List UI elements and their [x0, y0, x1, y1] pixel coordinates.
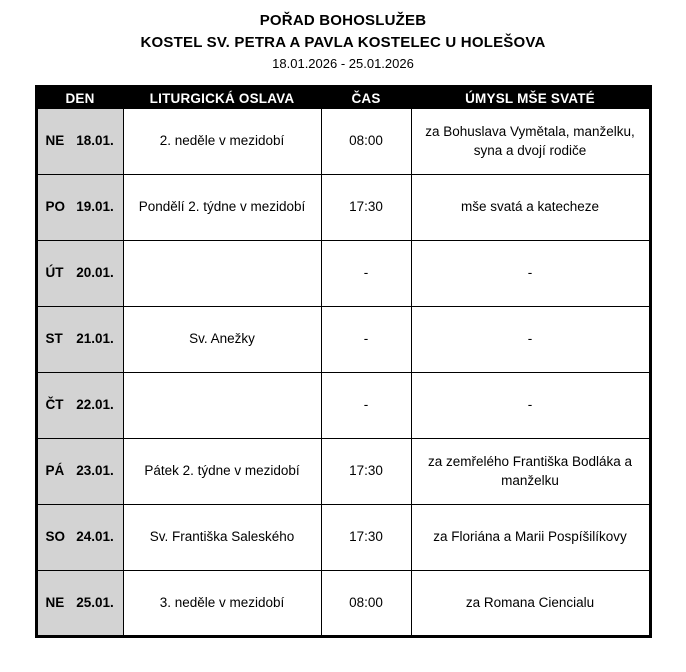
- time-cell: 08:00: [321, 571, 411, 637]
- day-abbr: NE: [45, 133, 65, 149]
- day-date: 19.01.: [76, 199, 114, 215]
- time-cell: -: [321, 373, 411, 439]
- day-abbr: NE: [45, 594, 65, 610]
- time-cell: 17:30: [321, 175, 411, 241]
- day-cell: [36, 373, 123, 439]
- time-cell: -: [321, 241, 411, 307]
- day-cell: [36, 175, 123, 241]
- celebration-cell: [123, 241, 321, 307]
- celebration-cell: [123, 373, 321, 439]
- day-date: 21.01.: [76, 331, 114, 347]
- time-cell: 08:00: [321, 109, 411, 175]
- intention-cell: za Bohuslava Vymětala, manželku, syna a dvojí rodiče: [411, 109, 650, 175]
- day-cell: [36, 571, 123, 637]
- page-subtitle: KOSTEL SV. PETRA A PAVLA KOSTELEC U HOLEŠOVA: [140, 34, 546, 51]
- document-header: [0, 0, 686, 71]
- table-row: [36, 109, 650, 175]
- day-date: 24.01.: [76, 529, 114, 545]
- column-header-den: DEN: [36, 87, 123, 109]
- day-date: 20.01.: [76, 265, 114, 281]
- intention-cell: za Romana Ciencialu: [411, 571, 650, 637]
- table-row: [36, 175, 650, 241]
- time-cell: 17:30: [321, 505, 411, 571]
- intention-cell: -: [411, 373, 650, 439]
- celebration-cell: Pondělí 2. týdne v mezidobí: [123, 175, 321, 241]
- column-header-umysl-mse-svate: ÚMYSL MŠE SVATÉ: [411, 87, 650, 109]
- day-date: 18.01.: [76, 133, 114, 149]
- day-abbr: ČT: [45, 397, 64, 413]
- intention-cell: za Floriána a Marii Pospíšilíkovy: [411, 505, 650, 571]
- time-cell: -: [321, 307, 411, 373]
- date-range: 18.01.2026 - 25.01.2026: [272, 56, 414, 71]
- intention-cell: mše svatá a katecheze: [411, 175, 650, 241]
- table-row: [36, 307, 650, 373]
- table-row: [36, 241, 650, 307]
- day-cell: [36, 307, 123, 373]
- table-row: [36, 439, 650, 505]
- day-cell: [36, 505, 123, 571]
- time-cell: 17:30: [321, 439, 411, 505]
- page-title: POŘAD BOHOSLUŽEB: [259, 12, 427, 29]
- table-header-row: [36, 87, 650, 109]
- day-date: 25.01.: [76, 594, 114, 610]
- day-abbr: PO: [45, 199, 66, 215]
- day-date: 22.01.: [76, 397, 114, 413]
- day-abbr: SO: [45, 529, 66, 545]
- day-cell: [36, 439, 123, 505]
- intention-cell: -: [411, 307, 650, 373]
- day-abbr: ST: [45, 331, 63, 347]
- celebration-cell: Pátek 2. týdne v mezidobí: [123, 439, 321, 505]
- day-abbr: ÚT: [45, 265, 64, 281]
- schedule-table: [35, 85, 652, 638]
- day-abbr: PÁ: [45, 463, 65, 479]
- day-cell: [36, 241, 123, 307]
- day-cell: [36, 109, 123, 175]
- celebration-cell: Sv. Anežky: [123, 307, 321, 373]
- celebration-cell: 2. neděle v mezidobí: [123, 109, 321, 175]
- celebration-cell: 3. neděle v mezidobí: [123, 571, 321, 637]
- table-row: [36, 505, 650, 571]
- table-row: [36, 373, 650, 439]
- celebration-cell: Sv. Františka Saleského: [123, 505, 321, 571]
- table-row: [36, 571, 650, 637]
- column-header-liturgicka-oslava: LITURGICKÁ OSLAVA: [123, 87, 321, 109]
- intention-cell: -: [411, 241, 650, 307]
- intention-cell: za zemřelého Františka Bodláka a manželku: [411, 439, 650, 505]
- day-date: 23.01.: [76, 463, 114, 479]
- column-header-cas: ČAS: [321, 87, 411, 109]
